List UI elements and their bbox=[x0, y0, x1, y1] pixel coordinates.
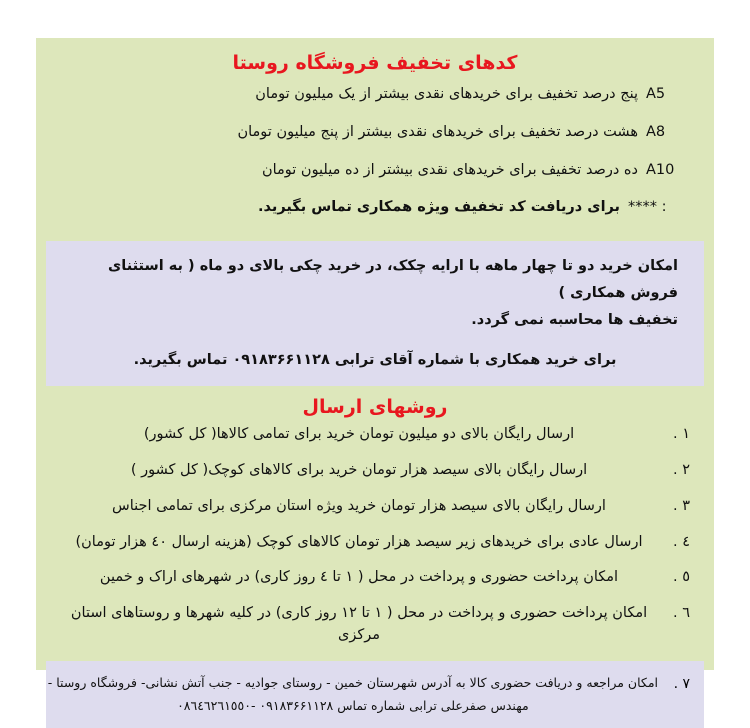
list-item-text: ارسال رایگان بالای سیصد هزار تومان خرید ویژه استان مرکزی برای تمامی اجناس bbox=[60, 496, 658, 518]
discount-code-text: هشت درصد تخفیف برای خریدهای نقدی بیشتر از پنج میلیون تومان bbox=[70, 122, 638, 144]
list-item-number: ۲ . bbox=[664, 460, 690, 482]
list-item-text: ارسال رایگان بالای دو میلیون تومان خرید برای تمامی کالاها( کل کشور) bbox=[60, 424, 658, 446]
list-item bbox=[60, 603, 690, 647]
discount-code-label: A10 bbox=[646, 160, 680, 182]
shipping-section-title: روشهای ارسال bbox=[36, 386, 714, 422]
shipping-method-list bbox=[36, 422, 714, 646]
note-contact-line: برای خرید همکاری با شماره آقای ترابی ۰۹۱۸۳۶۶۱۱۲۸ تماس بگیرید. bbox=[72, 333, 678, 376]
list-item bbox=[70, 160, 680, 182]
content-sheet bbox=[36, 38, 714, 670]
list-item-text: امکان پرداخت حضوری و پرداخت در محل ( ١ تا ١٢ روز کاری) در کلیه شهرها و روستاهای استان مرکزی bbox=[60, 603, 658, 647]
store-address-text bbox=[48, 671, 658, 719]
list-item bbox=[60, 532, 690, 554]
list-item-number: ٥ . bbox=[664, 567, 690, 589]
list-item-number: ٤ . bbox=[664, 532, 690, 554]
list-item-number: ۱ . bbox=[664, 424, 690, 446]
store-address-line-2: مهندس صفرعلی ترابی شماره تماس ۰۹۱۸۳۶۶۱۱۲۸ -۰۸٦٤٦٢٦١٥٥٠ bbox=[48, 694, 658, 718]
note-line-1: امکان خرید دو تا چهار ماهه با ارایه چکک، در خرید چکی بالای دو ماه ( به استثنای فروش همکاری ) bbox=[72, 253, 678, 307]
discount-code-label: A5 bbox=[646, 84, 680, 106]
discount-code-text: ده درصد تخفیف برای خریدهای نقدی بیشتر از ده میلیون تومان bbox=[70, 160, 638, 182]
list-item bbox=[60, 460, 690, 482]
list-item bbox=[70, 84, 680, 106]
list-item-text: ارسال رایگان بالای سیصد هزار تومان خرید برای کالاهای کوچک( کل کشور ) bbox=[60, 460, 658, 482]
list-item bbox=[60, 424, 690, 446]
list-item bbox=[60, 496, 690, 518]
list-item-number: ٦ . bbox=[664, 603, 690, 625]
list-item-number: ۳ . bbox=[664, 496, 690, 518]
list-item-number: ۷ . bbox=[664, 671, 690, 698]
discount-code-label: A8 bbox=[646, 122, 680, 144]
list-item bbox=[70, 122, 680, 144]
list-item bbox=[60, 567, 690, 589]
list-item-text: ارسال عادی برای خریدهای زیر سیصد هزار تومان کالاهای کوچک (هزینه ارسال ٤٠ هزار تومان) bbox=[60, 532, 658, 554]
discount-section-title: کدهای تخفیف فروشگاه روستا bbox=[36, 38, 714, 74]
payment-note-box bbox=[46, 241, 704, 386]
special-code-label: **** : bbox=[628, 197, 680, 219]
store-address-box bbox=[46, 661, 704, 728]
special-code-text: برای دریافت کد تخفیف ویژه همکاری تماس بگیرید. bbox=[70, 197, 620, 219]
list-item bbox=[70, 197, 680, 219]
discount-code-text: پنج درصد تخفیف برای خریدهای نقدی بیشتر از یک میلیون تومان bbox=[70, 84, 638, 106]
note-line-2: تخفیف ها محاسبه نمی گردد. bbox=[72, 307, 678, 334]
discount-code-list bbox=[36, 74, 714, 237]
list-item-text: امکان پرداخت حضوری و پرداخت در محل ( ١ تا ٤ روز کاری) در شهرهای اراک و خمین bbox=[60, 567, 658, 589]
store-address-line-1: امکان مراجعه و دریافت حضوری کالا به آدرس شهرستان خمین - روستای جوادیه - جنب آتش نشانی- فروشگاه روستا - bbox=[48, 671, 658, 695]
